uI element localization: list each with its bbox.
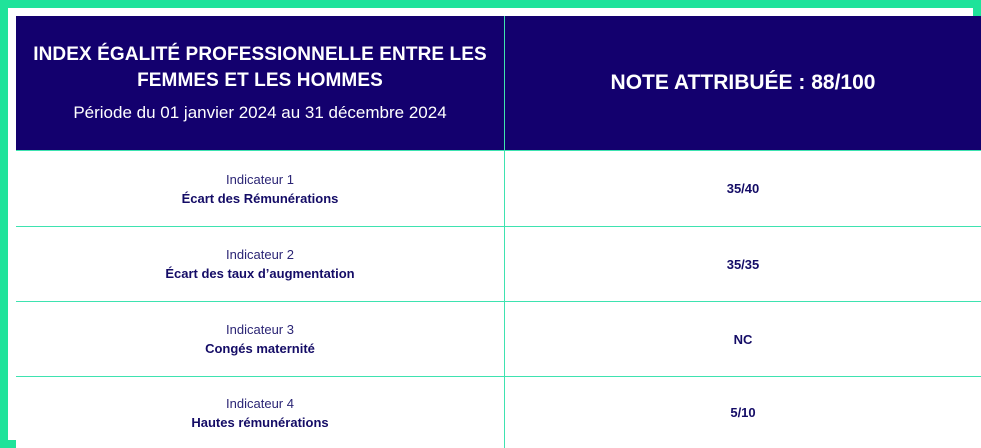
indicator-score: 5/10 bbox=[730, 405, 756, 420]
indicator-1-score-cell bbox=[505, 150, 981, 226]
indicator-name: Écart des taux d’augmentation bbox=[165, 266, 355, 281]
title-line-1: INDEX ÉGALITÉ PROFESSIONNELLE ENTRE LES bbox=[33, 44, 487, 65]
table-header-title bbox=[16, 16, 505, 150]
indicator-name: Hautes rémunérations bbox=[191, 414, 329, 430]
overall-score: NOTE ATTRIBUÉE : 88/100 bbox=[610, 71, 876, 94]
indicator-score: 35/35 bbox=[726, 256, 760, 272]
indicator-name: Congés maternité bbox=[205, 341, 315, 356]
indicator-4-score-cell bbox=[505, 376, 981, 448]
period-text: Période du 01 janvier 2024 au 31 décembre 2024 bbox=[73, 103, 447, 122]
indicator-score: NC bbox=[733, 331, 753, 347]
indicator-label: Indicateur 1 bbox=[226, 171, 294, 187]
indicator-label: Indicateur 4 bbox=[226, 395, 294, 411]
indicator-label: Indicateur 3 bbox=[226, 322, 294, 337]
indicator-2-cell bbox=[16, 226, 505, 301]
indicator-score: 35/40 bbox=[726, 181, 760, 196]
index-table bbox=[16, 16, 981, 448]
indicator-3-score-cell bbox=[505, 301, 981, 376]
table-header-score bbox=[505, 16, 981, 150]
indicator-label: Indicateur 2 bbox=[226, 247, 294, 262]
indicator-name: Écart des Rémunérations bbox=[181, 190, 339, 206]
indicator-2-score-cell bbox=[505, 226, 981, 301]
title-line-2: FEMMES ET LES HOMMES bbox=[137, 70, 383, 91]
indicator-3-cell bbox=[16, 301, 505, 376]
indicator-4-cell bbox=[16, 376, 505, 448]
indicator-1-cell bbox=[16, 150, 505, 226]
